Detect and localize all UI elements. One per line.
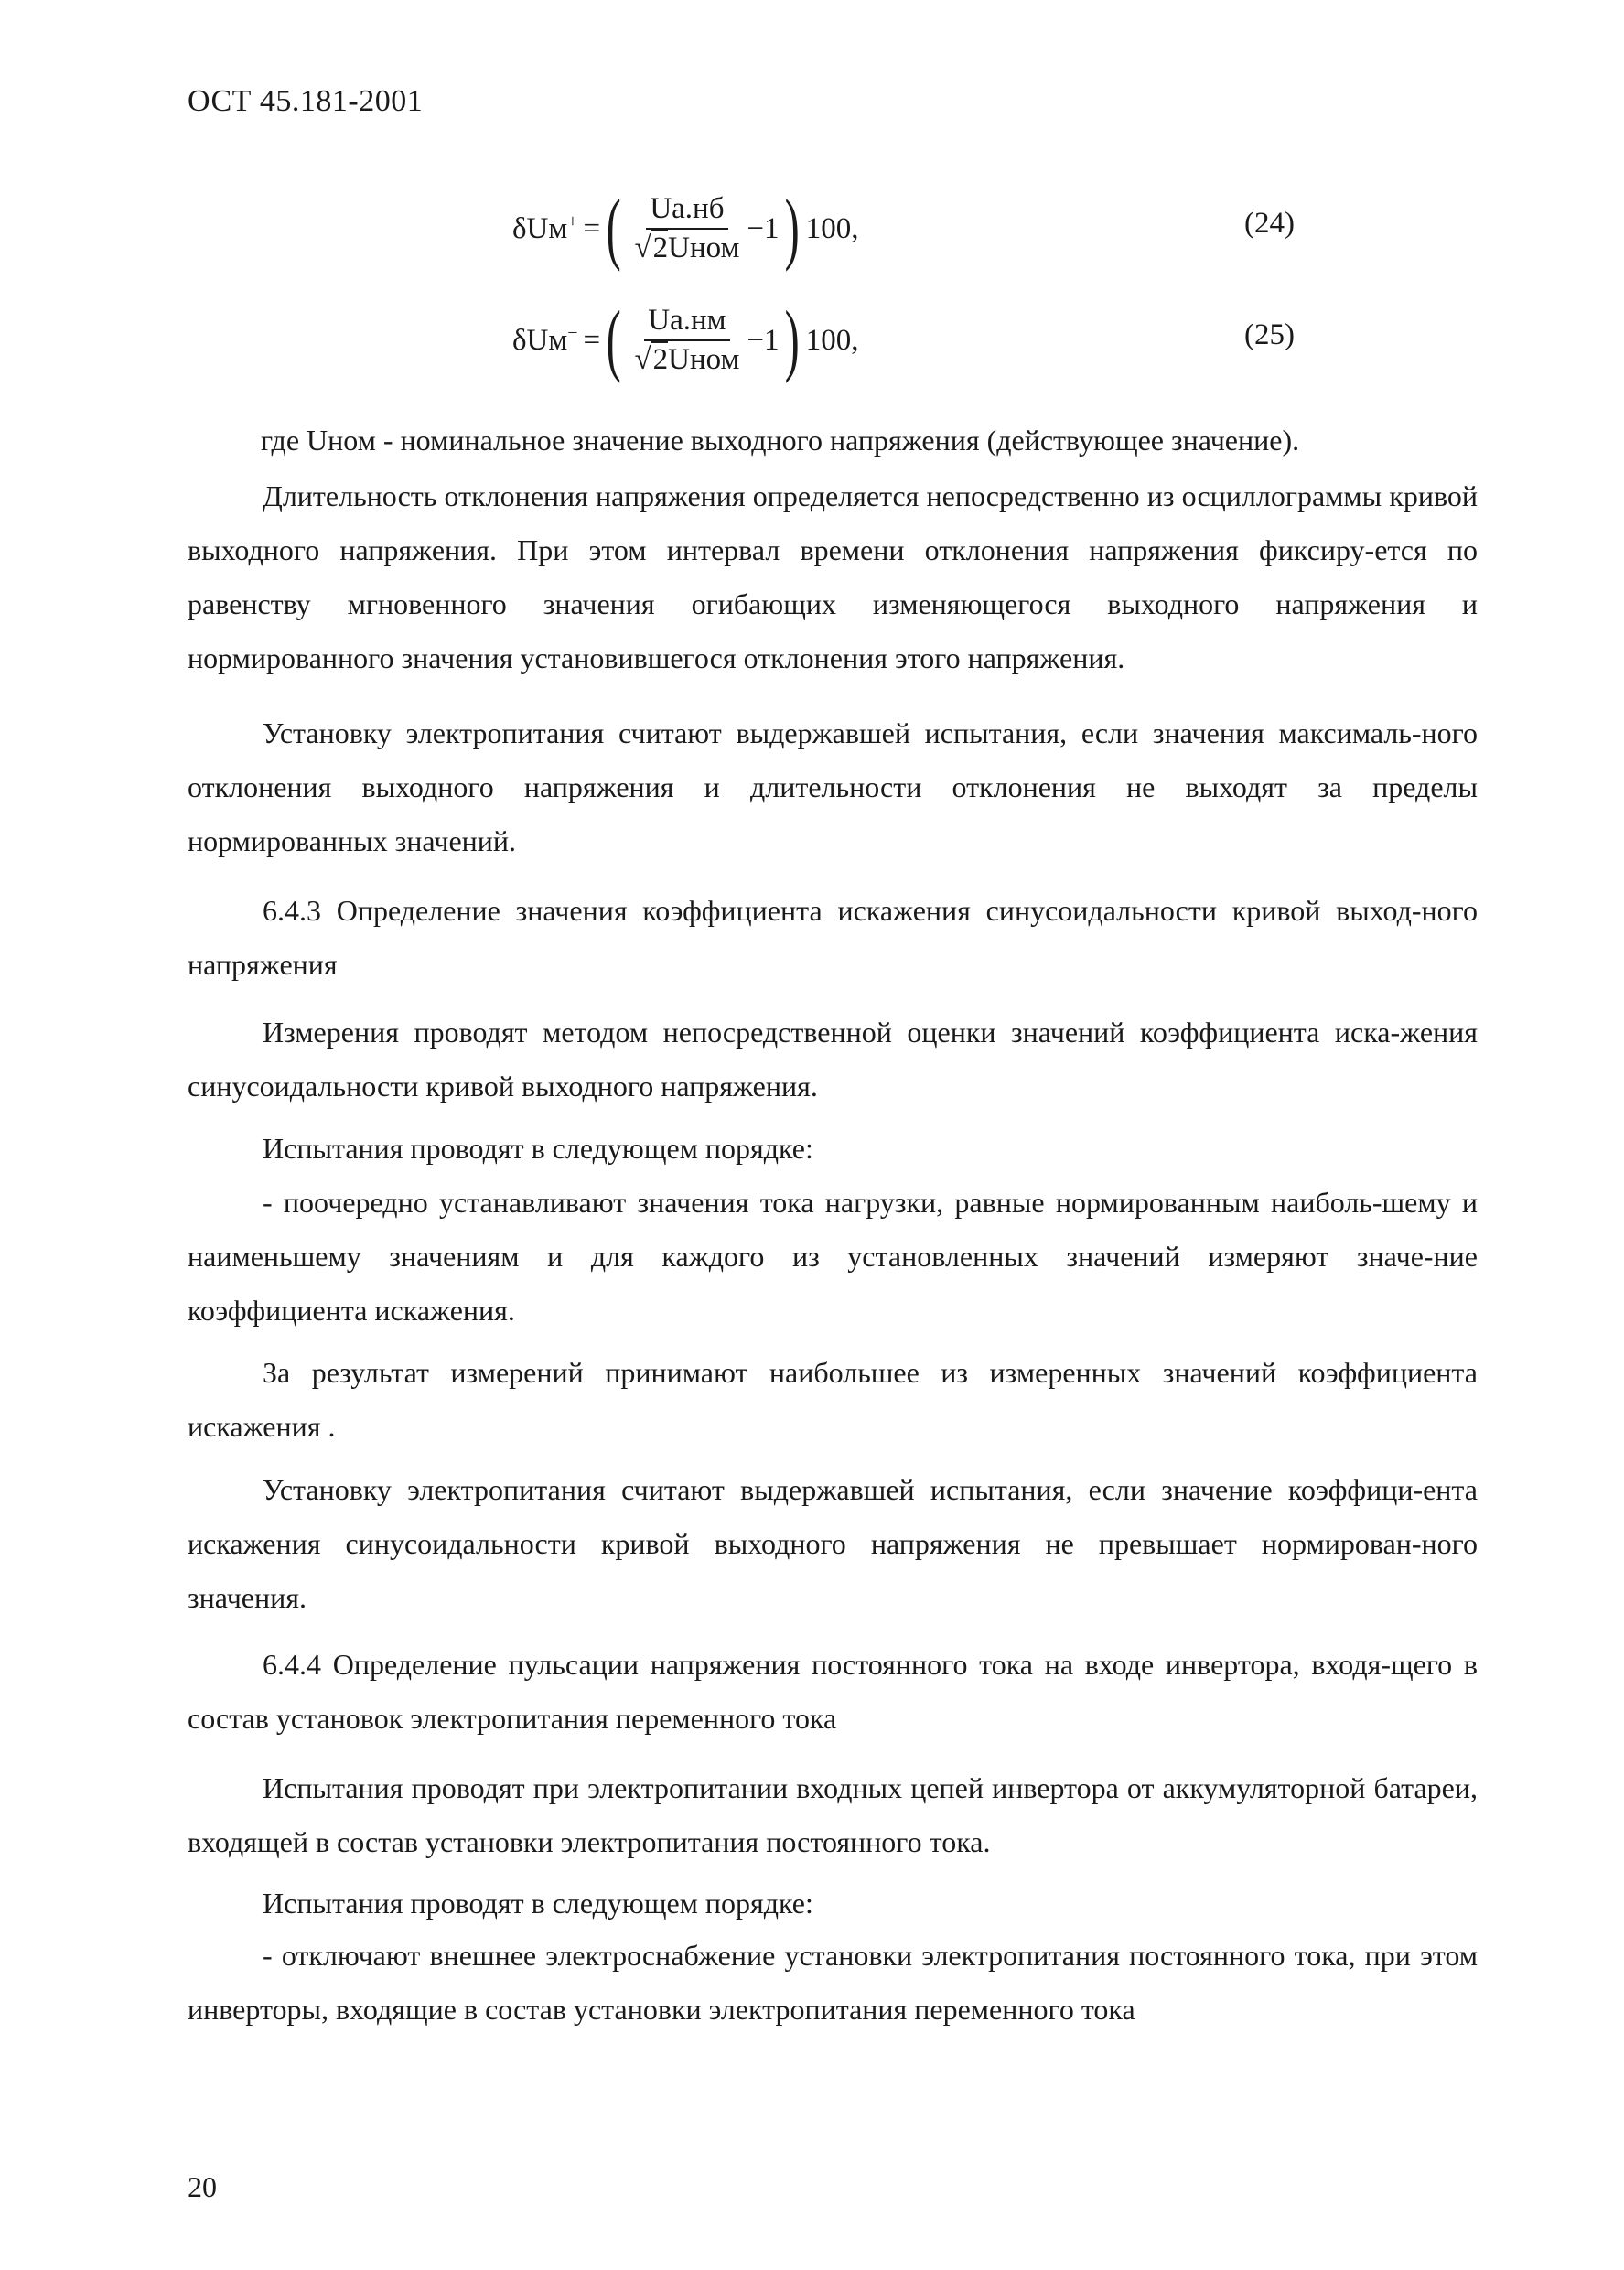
equals-sign: = xyxy=(583,323,601,357)
minus-one: −1 xyxy=(747,323,780,357)
paragraph-result: За результат измерений принимают наибольшее из измеренных значений коэффициента искажения . xyxy=(188,1356,1478,1443)
paragraph-duration: Длительность отклонения напряжения определяется непосредственно из осциллограммы кривой выходного напряжения. При этом интервал времени отклонения напряжения фиксиру-ется по равенству мгновенного значения огибающих изменяющегося выходного напряжения и нормированного значения установившегося отклонения этого напряжения. xyxy=(188,479,1478,674)
formula-lhs: δUм− xyxy=(512,323,578,357)
numerator: Uа.нб xyxy=(646,192,727,230)
paragraph-order-2: Испытания проводят в следующем порядке: xyxy=(263,1887,813,1920)
formula-lhs: δUм+ xyxy=(512,211,578,245)
formula-24 xyxy=(512,174,859,284)
multiplier: 100, xyxy=(805,211,859,245)
paragraph-battery-test: Испытания проводят при электропитании входных цепей инвертора от аккумуляторной батареи, входящей в состав установки электропитания постоянного тока. xyxy=(188,1771,1478,1858)
equation-number-24: (24) xyxy=(1244,207,1295,240)
equals-sign: = xyxy=(583,211,601,245)
denominator: √2Uном xyxy=(634,343,740,376)
right-paren: ) xyxy=(785,296,801,384)
equation-number-25: (25) xyxy=(1244,318,1295,351)
list-item-load-current: - поочередно устанавливают значения тока нагрузки, равные нормированным наиболь-шему и наименьшему значениям и для каждого из установленных значений измеряют значе-ние коэффициента искажения. xyxy=(188,1186,1478,1327)
left-paren: ( xyxy=(606,184,621,273)
definition-text: где Uном - номинальное значение выходного напряжения (действующее значение). xyxy=(261,424,1300,457)
right-paren: ) xyxy=(785,184,801,273)
numerator: Uа.нм xyxy=(644,304,729,341)
left-paren: ( xyxy=(606,296,621,384)
fraction xyxy=(634,304,739,377)
section-heading-6-4-4: 6.4.4 Определение пульсации напряжения постоянного тока на входе инвертора, входя-щего в состав установок электропитания переменного тока xyxy=(188,1648,1478,1735)
paragraph-measurement-method: Измерения проводят методом непосредственной оценки значений коэффициента иска-жения синусоидальности кривой выходного напряжения. xyxy=(188,1016,1478,1103)
formula-25 xyxy=(512,285,859,395)
paragraph-pass-criteria-2: Установку электропитания считают выдержавшей испытания, если значение коэффици-ента искажения синусоидальности кривой выходного напряжения не превышает нормирован-ного значения. xyxy=(188,1473,1478,1614)
list-item-disconnect: - отключают внешнее электроснабжение установки электропитания постоянного тока, при этом инверторы, входящие в состав установки электропитания переменного тока xyxy=(188,1939,1478,2026)
denominator: √2Uном xyxy=(634,231,740,264)
page-number: 20 xyxy=(188,2170,217,2203)
fraction xyxy=(634,192,739,265)
minus-one: −1 xyxy=(747,211,780,245)
document-header: ОСТ 45.181-2001 xyxy=(188,84,424,118)
section-heading-6-4-3: 6.4.3 Определение значения коэффициента искажения синусоидальности кривой выход-ного напряжения xyxy=(188,894,1478,981)
multiplier: 100, xyxy=(805,323,859,357)
paragraph-pass-criteria: Установку электропитания считают выдержавшей испытания, если значения максималь-ного отклонения выходного напряжения и длительности отклонения не выходят за пределы нормированных значений. xyxy=(188,716,1478,857)
paragraph-order: Испытания проводят в следующем порядке: xyxy=(263,1132,813,1165)
